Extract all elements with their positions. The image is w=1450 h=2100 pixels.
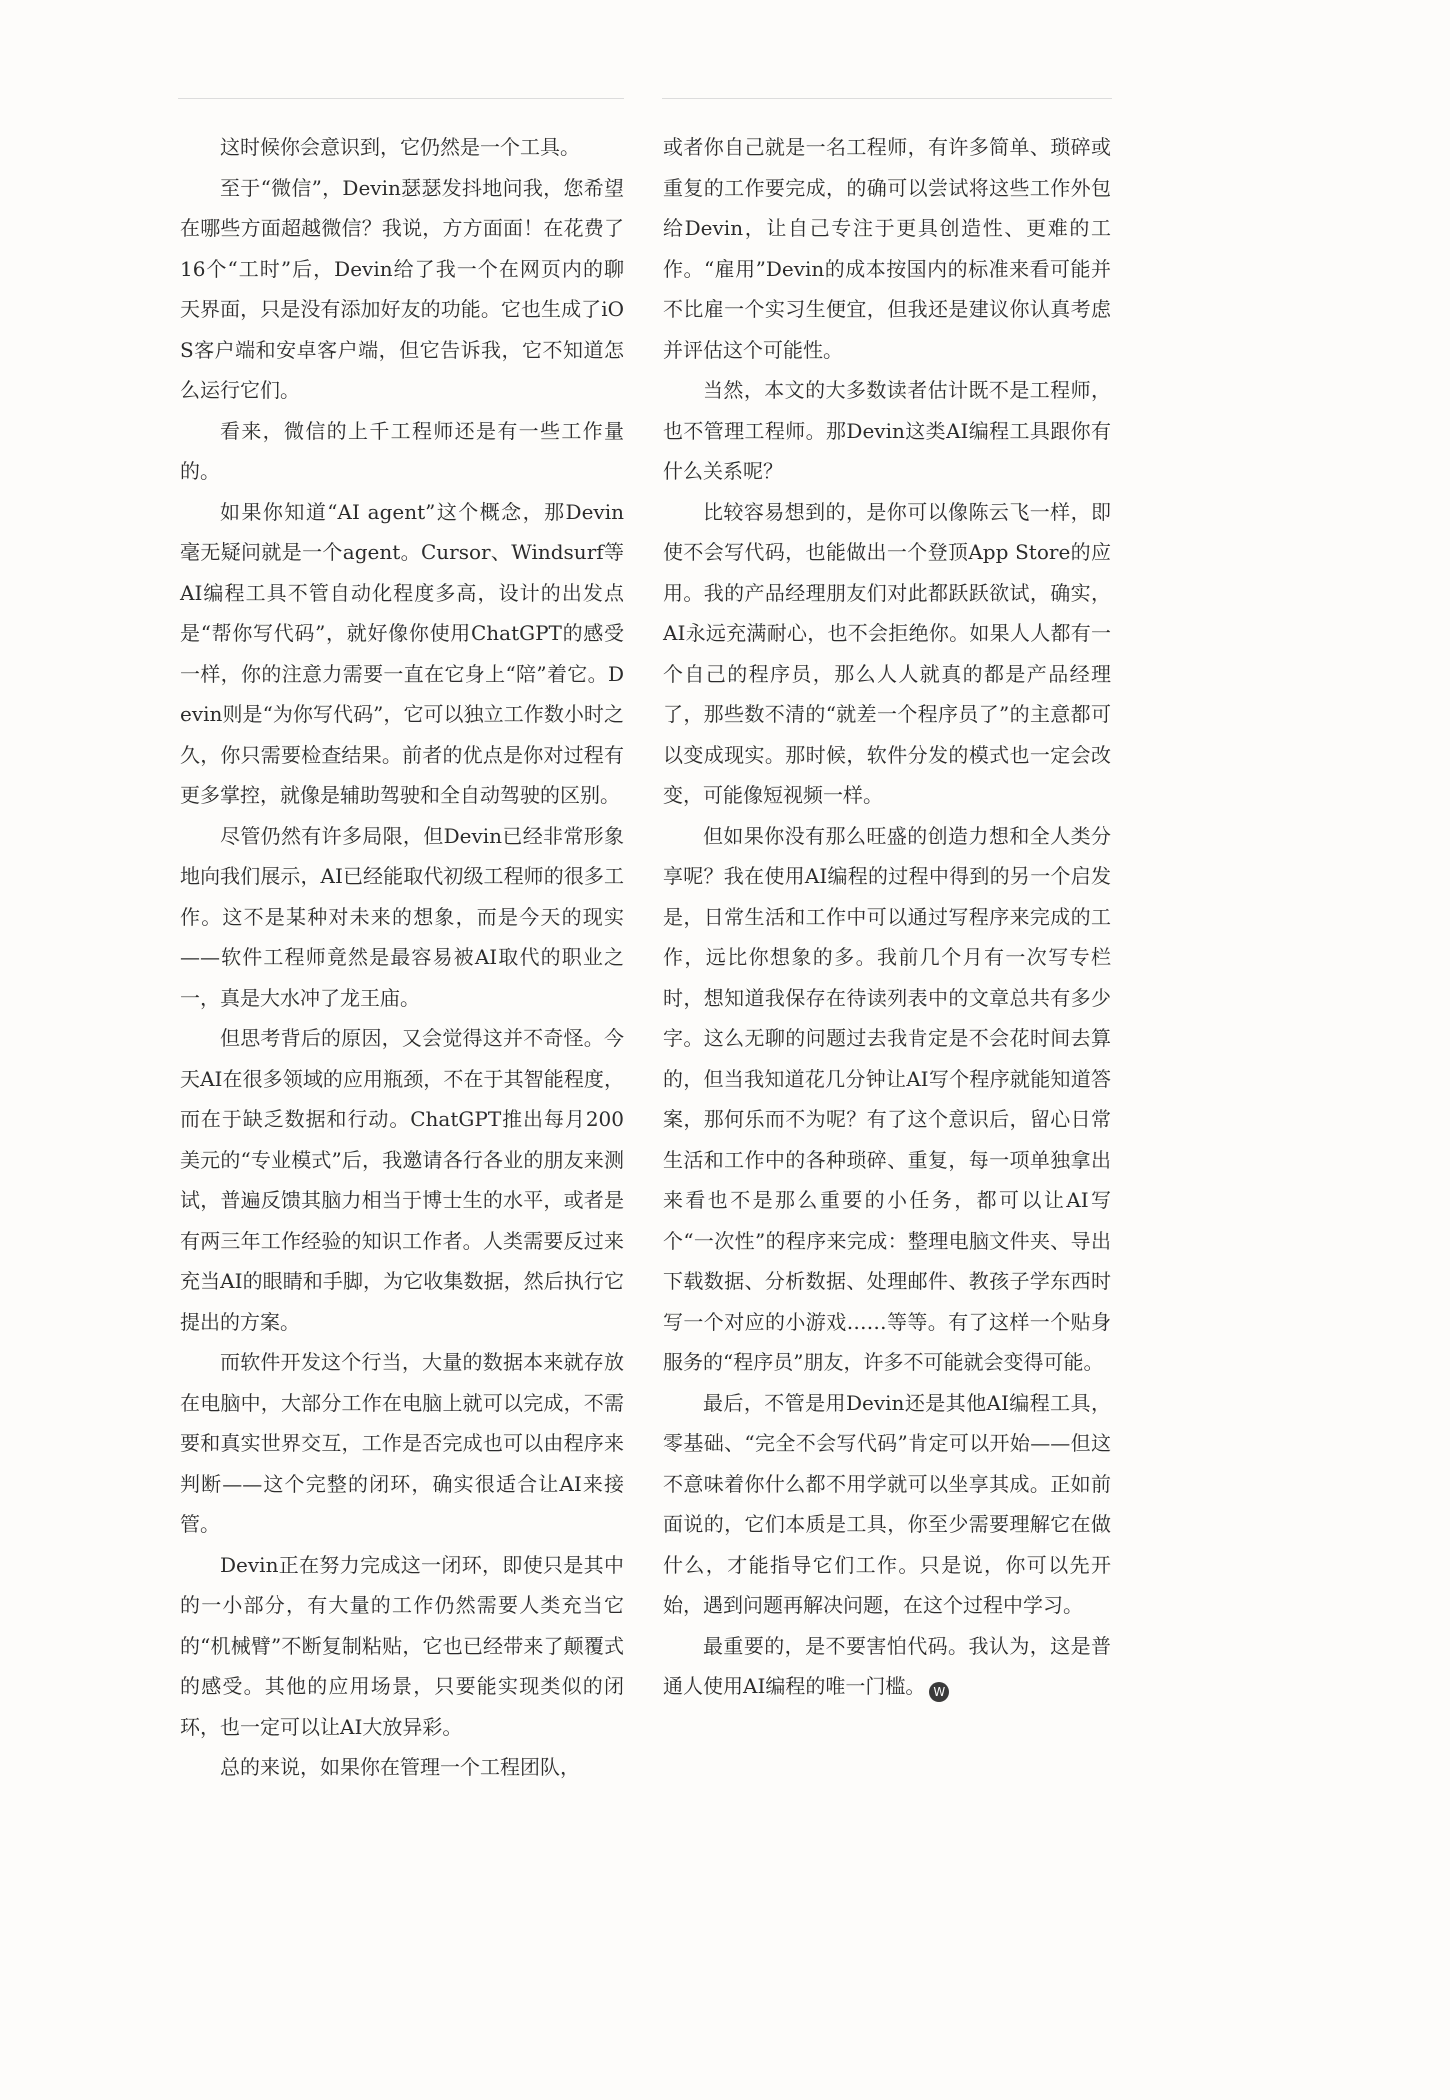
right-paragraph-4: 最后，不管是用Devin还是其他AI编程工具，零基础、“完全不会写代码”肯定可以开始——但这不意味着你什么都不用学就可以坐享其成。正如前面说的，它们本质是工具，你至少需要理解它在做什么，才能指导它们工作。只是说，你可以先开始，遇到问题再解决问题，在这个过程中学习。 [663,1390,1111,1617]
right-column-top-rule [662,98,1112,99]
right-paragraph-5-text: 最重要的，是不要害怕代码。我认为，这是普通人使用AI编程的唯一门槛。 [663,1633,1111,1698]
right-paragraph-continuation: 或者你自己就是一名工程师，有许多简单、琐碎或重复的工作要完成，的确可以尝试将这些工作外包给Devin，让自己专注于更具创造性、更难的工作。“雇用”Devin的成本按国内的标准来看可能并不比雇一个实习生便宜，但我还是建议你认真考虑并评估这个可能性。 [663,135,1111,362]
article-end-mark-icon: W [929,1682,949,1702]
right-paragraph-5 [663,1626,1111,1707]
left-column [180,127,624,1788]
left-paragraph-2: 至于“微信”，Devin瑟瑟发抖地问我，您希望在哪些方面超越微信？我说，方方面面！在花费了16个“工时”后，Devin给了我一个在网页内的聊天界面，只是没有添加好友的功能。它也生成了iOS客户端和安卓客户端，但它告诉我，它不知道怎么运行它们。 [180,175,624,402]
left-paragraph-6: 但思考背后的原因，又会觉得这并不奇怪。今天AI在很多领域的应用瓶颈，不在于其智能程度，而在于缺乏数据和行动。ChatGPT推出每月200美元的“专业模式”后，我邀请各行各业的朋友来测试，普遍反馈其脑力相当于博士生的水平，或者是有两三年工作经验的知识工作者。人类需要反过来充当AI的眼睛和手脚，为它收集数据，然后执行它提出的方案。 [180,1026,624,1334]
left-paragraph-8: Devin正在努力完成这一闭环，即使只是其中的一小部分，有大量的工作仍然需要人类充当它的“机械臂”不断复制粘贴，它也已经带来了颠覆式的感受。其他的应用场景，只要能实现类似的闭环，也一定可以让AI大放异彩。 [180,1552,624,1739]
left-paragraph-5: 尽管仍然有许多局限，但Devin已经非常形象地向我们展示，AI已经能取代初级工程师的很多工作。这不是某种对未来的想象，而是今天的现实——软件工程师竟然是最容易被AI取代的职业之一，真是大水冲了龙王庙。 [180,823,624,1010]
right-column [663,127,1111,1707]
left-paragraph-9: 总的来说，如果你在管理一个工程团队， [220,1755,580,1779]
left-paragraph-3: 看来，微信的上千工程师还是有一些工作量的。 [180,418,624,483]
left-paragraph-1: 这时候你会意识到，它仍然是一个工具。 [220,135,580,159]
left-paragraph-7: 而软件开发这个行当，大量的数据本来就存放在电脑中，大部分工作在电脑上就可以完成，不需要和真实世界交互，工作是否完成也可以由程序来判断——这个完整的闭环，确实很适合让AI来接管。 [180,1350,624,1536]
left-paragraph-4: 如果你知道“AI agent”这个概念，那Devin毫无疑问就是一个agent。Cursor、Windsurf等AI编程工具不管自动化程度多高，设计的出发点是“帮你写代码”，就好像你使用ChatGPT的感受一样，你的注意力需要一直在它身上“陪”着它。Devin则是“为你写代码”，它可以独立工作数小时之久，你只需要检查结果。前者的优点是你对过程有更多掌控，就像是辅助驾驶和全自动驾驶的区别。 [180,499,624,807]
right-paragraph-2: 比较容易想到的，是你可以像陈云飞一样，即使不会写代码，也能做出一个登顶App Store的应用。我的产品经理朋友们对此都跃跃欲试，确实，AI永远充满耐心，也不会拒绝你。如果人人都有一个自己的程序员，那么人人就真的都是产品经理了，那些数不清的“就差一个程序员了”的主意都可以变成现实。那时候，软件分发的模式也一定会改变，可能像短视频一样。 [663,499,1111,807]
right-paragraph-1: 当然，本文的大多数读者估计既不是工程师，也不管理工程师。那Devin这类AI编程工具跟你有什么关系呢？ [663,378,1111,483]
left-column-top-rule [178,98,624,99]
right-paragraph-3: 但如果你没有那么旺盛的创造力想和全人类分享呢？我在使用AI编程的过程中得到的另一个启发是，日常生活和工作中可以通过写程序来完成的工作，远比你想象的多。我前几个月有一次写专栏时，想知道我保存在待读列表中的文章总共有多少字。这么无聊的问题过去我肯定是不会花时间去算的，但当我知道花几分钟让AI写个程序就能知道答案，那何乐而不为呢？有了这个意识后，留心日常生活和工作中的各种琐碎、重复，每一项单独拿出来看也不是那么重要的小任务，都可以让AI写个“一次性”的程序来完成：整理电脑文件夹、导出下载数据、分析数据、处理邮件、教孩子学东西时写一个对应的小游戏……等等。有了这样一个贴身服务的“程序员”朋友，许多不可能就会变得可能。 [663,823,1111,1374]
